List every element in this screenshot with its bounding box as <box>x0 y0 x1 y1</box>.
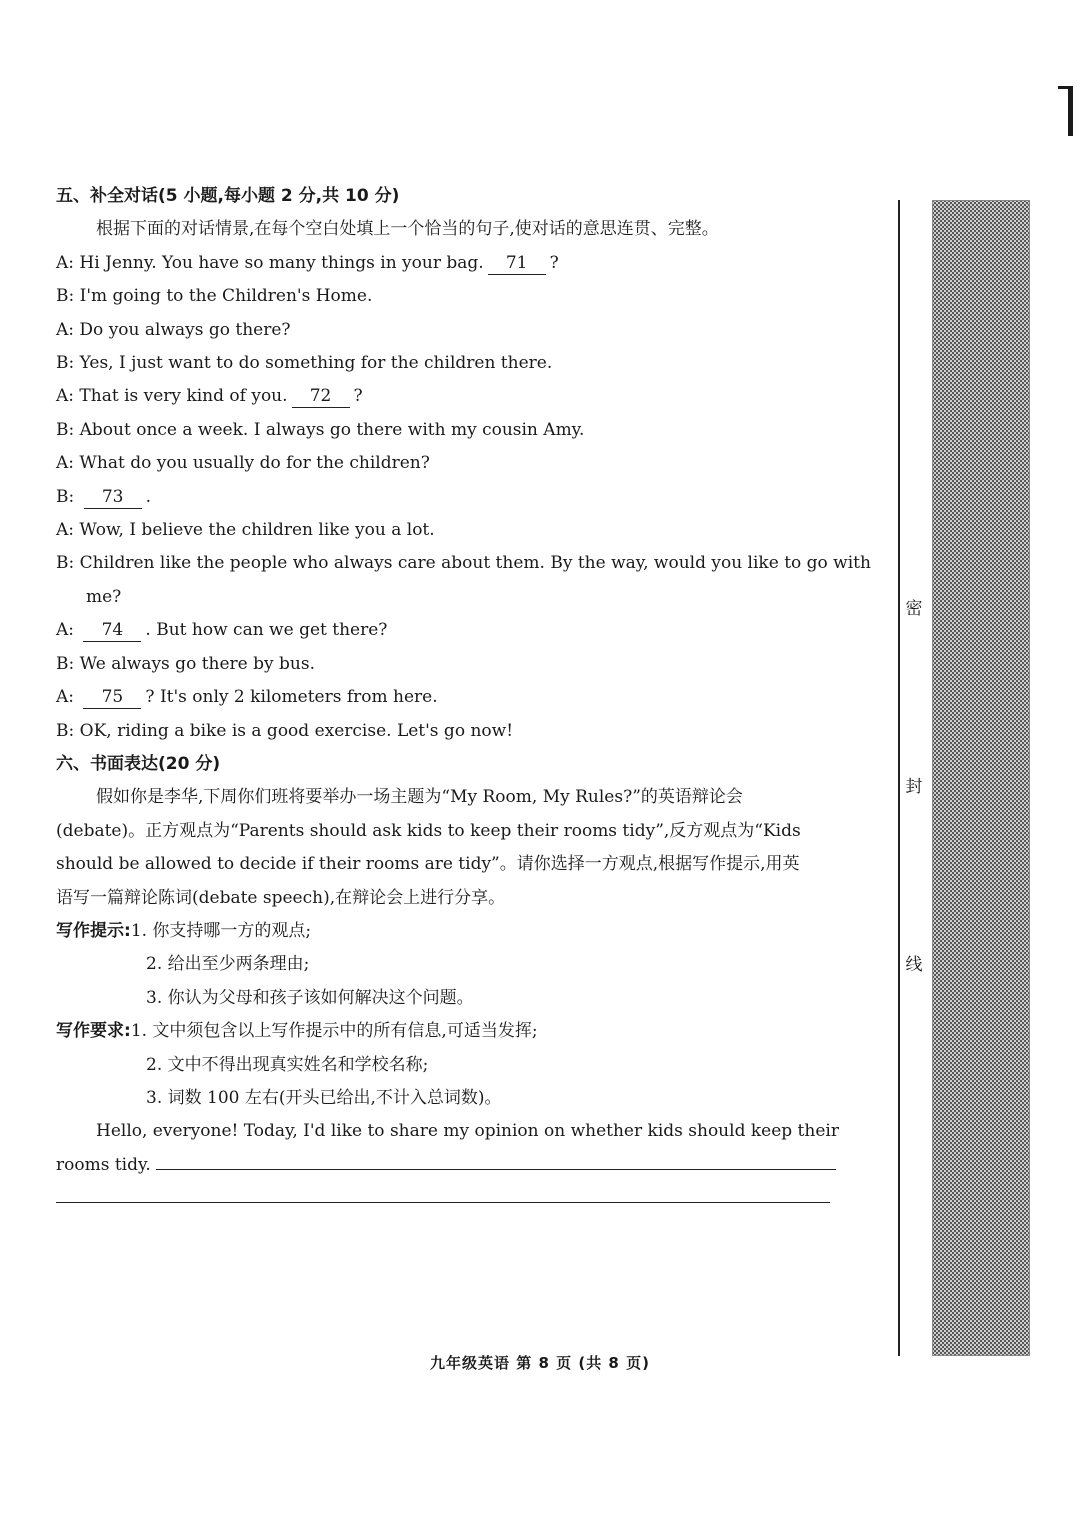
section5-instruction: 根据下面的对话情景,在每个空白处填上一个恰当的句子,使对话的意思连贯、完整。 <box>96 219 719 240</box>
binding-mark-xian: 线 <box>905 955 923 975</box>
dialogue-line-continued: me? <box>86 586 122 607</box>
writing-requirement: 2. 文中不得出现真实姓名和学校名称; <box>146 1054 429 1075</box>
dialogue-line: A: 75 ? It's only 2 kilometers from here. <box>56 687 438 708</box>
section5-title: 五、补全对话(5 小题,每小题 2 分,共 10 分) <box>56 186 400 206</box>
answer-blank-75[interactable]: 75 <box>83 686 141 709</box>
dialogue-line: B: I'm going to the Children's Home. <box>56 286 373 307</box>
corner-mark <box>1068 86 1073 136</box>
exam-content <box>56 180 871 1216</box>
dialogue-line: B: 73 . <box>56 486 152 507</box>
requirements-label: 写作要求: <box>56 1021 131 1042</box>
writing-tip: 2. 给出至少两条理由; <box>146 954 310 975</box>
dialogue-line: B: OK, riding a bike is a good exercise. Let's go now! <box>56 720 514 741</box>
binding-margin-pattern <box>932 200 1030 1356</box>
prompt-paragraph: (debate)。正方观点为“Parents should ask kids to keep their rooms tidy”,反方观点为“Kids <box>56 820 801 841</box>
section6-title: 六、书面表达(20 分) <box>56 753 221 774</box>
dialogue-line: A: Do you always go there? <box>56 319 291 340</box>
binding-line <box>898 200 900 1356</box>
tips-label: 写作提示: <box>56 920 131 941</box>
essay-opening-continued: rooms tidy. <box>56 1149 836 1182</box>
answer-blank-74[interactable]: 74 <box>83 619 141 642</box>
writing-tips: 写作提示:1. 你支持哪一方的观点; <box>56 920 312 941</box>
corner-mark <box>1058 86 1072 89</box>
binding-mark-feng: 封 <box>905 777 923 797</box>
dialogue-line: B: About once a week. I always go there with my cousin Amy. <box>56 419 585 440</box>
dialogue-line: A: That is very kind of you. 72 ? <box>56 386 363 407</box>
writing-line[interactable] <box>56 1202 830 1203</box>
writing-line[interactable] <box>156 1169 836 1170</box>
prompt-paragraph: 假如你是李华,下周你们班将要举办一场主题为“My Room, My Rules?”的英语辩论会 <box>96 787 743 808</box>
answer-blank-71[interactable]: 71 <box>488 252 546 275</box>
prompt-paragraph: 语写一篇辩论陈词(debate speech),在辩论会上进行分享。 <box>56 887 506 908</box>
dialogue-line: A: What do you usually do for the children? <box>56 453 430 474</box>
dialogue-line: A: Hi Jenny. You have so many things in your bag. 71 ? <box>56 252 559 273</box>
dialogue-line: B: We always go there by bus. <box>56 653 315 674</box>
binding-mark-mi: 密 <box>905 599 923 619</box>
prompt-paragraph: should be allowed to decide if their rooms are tidy”。请你选择一方观点,根据写作提示,用英 <box>56 854 800 875</box>
dialogue-line: A: 74 . But how can we get there? <box>56 620 388 641</box>
writing-tip: 3. 你认为父母和孩子该如何解决这个问题。 <box>146 987 474 1008</box>
dialogue-line: B: Yes, I just want to do something for the children there. <box>56 353 553 374</box>
writing-line-row <box>56 1182 836 1215</box>
writing-requirements: 写作要求:1. 文中须包含以上写作提示中的所有信息,可适当发挥; <box>56 1021 538 1042</box>
writing-requirement: 3. 词数 100 左右(开头已给出,不计入总词数)。 <box>146 1087 502 1108</box>
answer-blank-73[interactable]: 73 <box>84 486 142 509</box>
page-footer: 九年级英语 第 8 页 (共 8 页) <box>430 1354 650 1372</box>
dialogue-line: B: Children like the people who always care about them. By the way, would you like to go with <box>56 553 871 574</box>
answer-blank-72[interactable]: 72 <box>292 385 350 408</box>
essay-opening: Hello, everyone! Today, I'd like to share my opinion on whether kids should keep their <box>96 1121 839 1142</box>
dialogue-line: A: Wow, I believe the children like you a lot. <box>56 520 435 541</box>
